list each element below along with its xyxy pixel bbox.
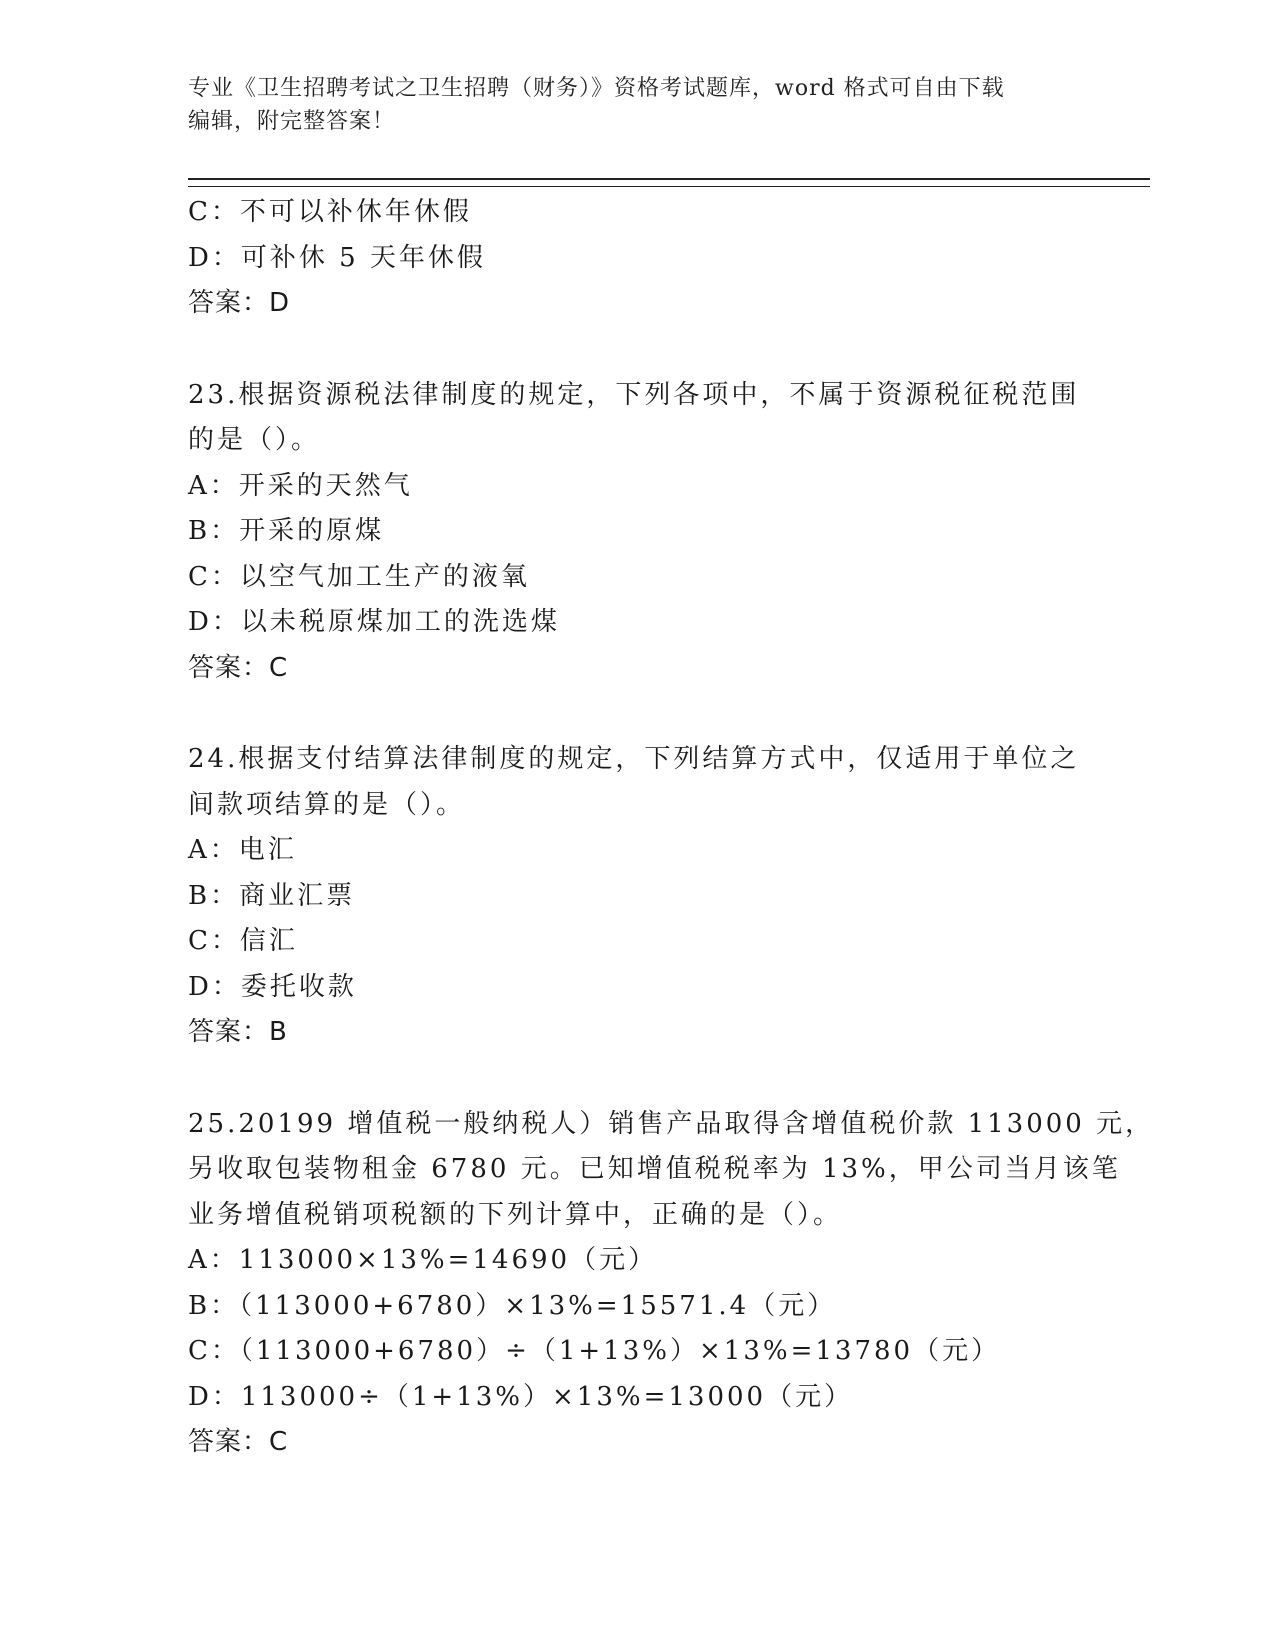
option-d: D：可补休 5 天年休假 <box>188 242 486 273</box>
option-b: B：（113000+6780）×13%=15571.4（元） <box>188 1290 837 1321</box>
option-a: A：电汇 <box>188 835 297 865</box>
option-c: C：（113000+6780）÷（1+13%）×13%=13780（元） <box>188 1336 1001 1366</box>
option-d: D：113000÷（1+13%）×13%=13000（元） <box>188 1381 854 1412</box>
question-block-25 <box>188 1102 1155 1466</box>
header-divider <box>188 178 1150 187</box>
question-stem-cont: 另收取包装物租金 6780 元。已知增值税税率为 13%，甲公司当月该笔 <box>188 1154 1121 1184</box>
spacer <box>188 327 1088 373</box>
option-c: C：信汇 <box>188 926 298 956</box>
question-stem-cont: 的是（）。 <box>188 425 321 455</box>
spacer <box>188 691 1088 737</box>
option-c: C：以空气加工生产的液氧 <box>188 561 530 592</box>
option-a: A：113000×13%=14690（元） <box>188 1245 658 1275</box>
question-list <box>188 190 1155 1466</box>
option-c: C：不可以补休年休假 <box>188 197 472 227</box>
spacer <box>188 1056 1088 1102</box>
question-block-23 <box>188 373 1088 692</box>
page-header <box>188 72 1088 138</box>
question-stem: 24.根据支付结算法律制度的规定，下列结算方式中，仅适用于单位之 <box>188 744 1080 774</box>
option-b: B：开采的原煤 <box>188 516 385 546</box>
header-title-line-2: 编辑，附完整答案！ <box>188 109 396 134</box>
question-stem: 25.20199 增值税一般纳税人）销售产品取得含增值税价款 113000 元， <box>188 1108 1155 1139</box>
question-block-24 <box>188 737 1088 1056</box>
option-d: D：委托收款 <box>188 971 357 1002</box>
option-b: B：商业汇票 <box>188 880 356 911</box>
question-block-continued <box>188 190 1088 327</box>
answer-line: 答案：C <box>188 652 289 683</box>
option-d: D：以未税原煤加工的洗选煤 <box>188 607 560 637</box>
question-stem-cont: 间款项结算的是（）。 <box>188 789 466 820</box>
answer-line: 答案：B <box>188 1017 288 1047</box>
answer-line: 答案：C <box>188 1427 289 1457</box>
question-stem-cont-2: 业务增值税销项税额的下列计算中，正确的是（）。 <box>188 1199 843 1230</box>
option-a: A：开采的天然气 <box>188 470 413 501</box>
question-stem: 23.根据资源税法律制度的规定，下列各项中，不属于资源税征税范围 <box>188 379 1080 410</box>
answer-line: 答案：D <box>188 288 291 318</box>
header-title-line: 专业《卫生招聘考试之卫生招聘（财务）》资格考试题库，word 格式可自由下载 <box>188 76 1005 101</box>
